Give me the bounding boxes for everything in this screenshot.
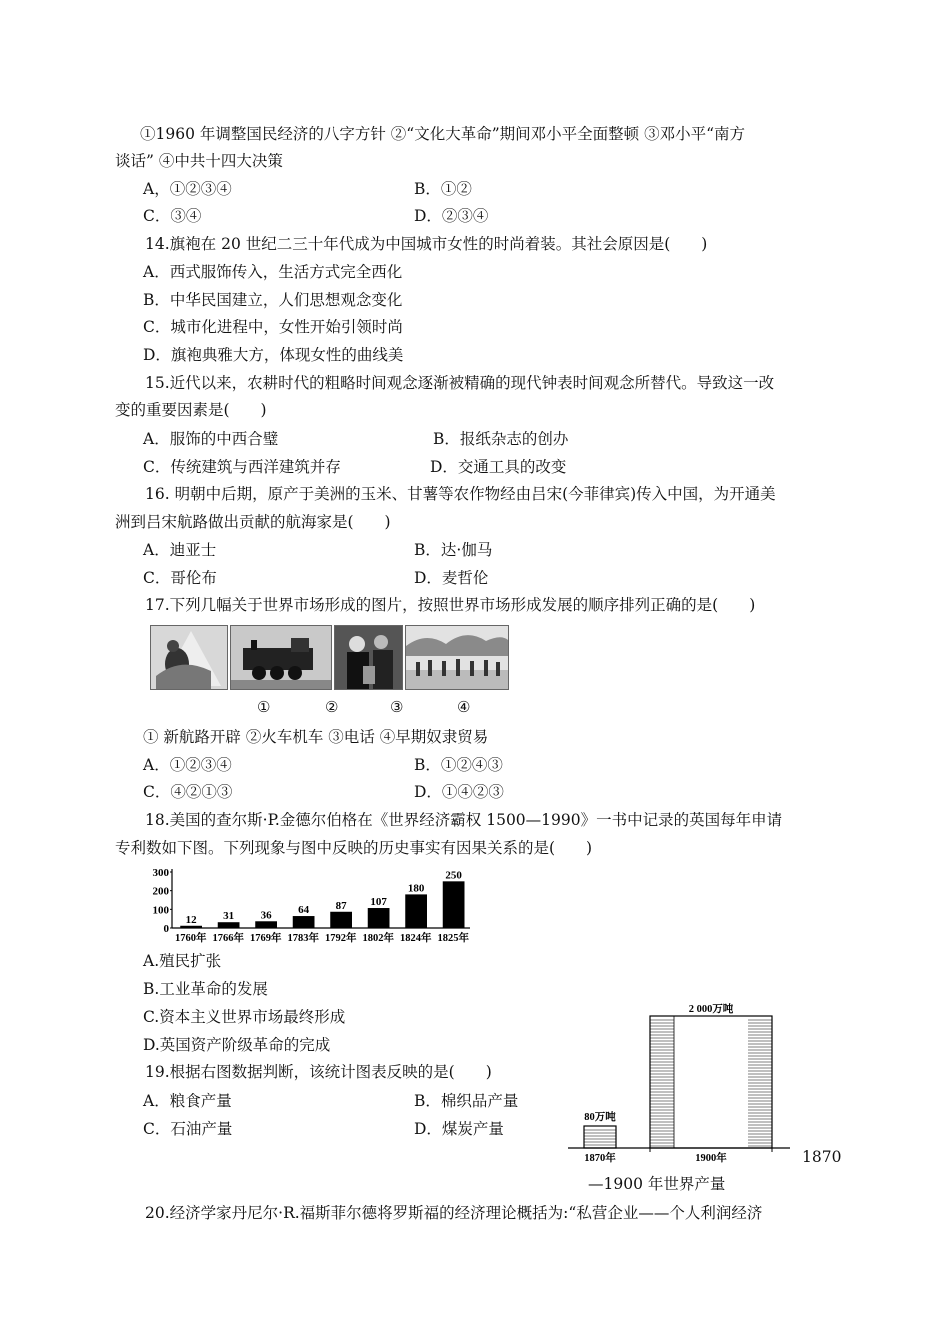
slave-trade-picture (405, 625, 509, 690)
bar (255, 921, 277, 928)
q19-option-c: C．石油产量 (143, 1120, 233, 1138)
x-tick-label: 1824年 (400, 933, 432, 944)
q16-option-b: B．达·伽马 (414, 541, 493, 559)
picture-number-3: ③ (390, 698, 404, 716)
q18-stem-line2: 专利数如下图。下列现象与图中反映的历史事实有因果关系的是( ) (115, 839, 593, 857)
q15-option-d: D．交通工具的改变 (430, 458, 567, 476)
q15-option-b: B．报纸杂志的创办 (433, 430, 569, 448)
q18-option-d: D.英国资产阶级革命的完成 (143, 1036, 331, 1054)
q14-stem: 14.旗袍在 20 世纪二三十年代成为中国城市女性的时尚着装。其社会原因是( ) (145, 235, 708, 253)
q13-stem-line1: ①1960 年调整国民经济的八字方针 ②“文化大革命”期间邓小平全面整顿 ③邓小平“南方 (140, 125, 746, 143)
bar (293, 916, 315, 928)
q17-option-a: A．①②③④ (143, 756, 232, 774)
q13-option-b: B．①② (414, 180, 472, 198)
q15-stem-line2: 变的重要因素是( ) (115, 401, 267, 419)
x-tick-label: 1802年 (362, 933, 394, 944)
q16-stem-line2: 洲到吕宋航路做出贡献的航海家是( ) (115, 513, 391, 531)
q14-option-d: D．旗袍典雅大方，体现女性的曲线美 (143, 346, 404, 364)
bar-value-label: 80万吨 (584, 1112, 616, 1123)
x-tick-label: 1760年 (175, 933, 207, 944)
q17-option-c: C．④②①③ (143, 783, 233, 801)
bar-value-label: 250 (445, 869, 462, 882)
q14-option-a: A．西式服饰传入，生活方式完全西化 (143, 263, 403, 281)
q14-option-c: C．城市化进程中，女性开始引领时尚 (143, 318, 403, 336)
world-output-chart (560, 1000, 800, 1170)
y-tick-label: 300 (152, 867, 169, 879)
telephone-picture (334, 625, 403, 690)
q13-stem-line2: 谈话” ④中共十四大决策 (115, 152, 283, 170)
bar-value-label: 36 (260, 909, 272, 922)
q19-option-d: D．煤炭产量 (414, 1120, 504, 1138)
bar-value-label: 2 000万吨 (688, 1004, 734, 1015)
bar (405, 894, 427, 928)
q18-option-b: B.工业革命的发展 (143, 980, 268, 998)
locomotive-picture (230, 625, 332, 690)
q16-stem-line1: 16. 明朝中后期，原产于美洲的玉米、甘薯等农作物经由吕宋(今菲律宾)传入中国，为开通美 (145, 485, 776, 503)
q18-option-a: A.殖民扩张 (143, 952, 222, 970)
q19-caption-line1: 1870 (802, 1148, 842, 1166)
bar (330, 912, 352, 928)
x-tick-label: 1769年 (250, 933, 282, 944)
q13-option-c: C．③④ (143, 207, 202, 225)
q15-option-c: C．传统建筑与西洋建筑并存 (143, 458, 341, 476)
q13-option-a: A，①②③④ (143, 180, 232, 198)
bar-value-label: 87 (335, 899, 347, 912)
bar (368, 908, 390, 928)
x-tick-label: 1900年 (695, 1153, 727, 1164)
x-tick-label: 1783年 (287, 933, 319, 944)
bar (443, 881, 465, 928)
y-tick-label: 100 (152, 904, 169, 917)
bar-value-label: 31 (223, 910, 235, 923)
picture-number-2: ② (325, 698, 339, 716)
q16-option-a: A．迪亚士 (143, 541, 217, 559)
q17-legend: ① 新航路开辟 ②火车机车 ③电话 ④早期奴隶贸易 (143, 728, 489, 746)
x-tick-label: 1766年 (212, 933, 244, 944)
y-tick-label: 0 (163, 923, 169, 935)
q20-stem: 20.经济学家丹尼尔·R.福斯菲尔德将罗斯福的经济理论概括为:“私营企业——个人利润经济 (145, 1204, 763, 1222)
q17-stem: 17.下列几幅关于世界市场形成的图片，按照世界市场形成发展的顺序排列正确的是( ) (145, 596, 756, 614)
bar-value-label: 107 (370, 896, 387, 909)
q17-option-b: B．①②④③ (414, 756, 503, 774)
bar-value-label: 64 (298, 904, 310, 917)
q17-option-d: D．①④②③ (414, 783, 504, 801)
q15-option-a: A．服饰的中西合璧 (143, 430, 279, 448)
q16-option-d: D．麦哲伦 (414, 569, 489, 587)
bar (180, 926, 202, 928)
q19-option-a: A．粮食产量 (143, 1092, 232, 1110)
q19-caption-line2: —1900 年世界产量 (588, 1175, 726, 1193)
q19-option-b: B．棉织品产量 (414, 1092, 519, 1110)
y-tick-label: 200 (152, 885, 169, 898)
bar (584, 1126, 616, 1148)
patent-bar-chart (140, 862, 480, 946)
q18-stem-line1: 18.美国的查尔斯·P.金德尔伯格在《世界经济霸权 1500—1990》一书中记录的英国每年申请 (145, 811, 783, 829)
bar-value-label: 12 (185, 913, 197, 926)
q15-stem-line1: 15.近代以来，农耕时代的粗略时间观念逐渐被精确的现代钟表时间观念所替代。导致这一改 (145, 374, 775, 392)
q16-option-c: C．哥伦布 (143, 569, 217, 587)
picture-number-4: ④ (457, 698, 471, 716)
bar (218, 922, 240, 928)
q19-stem: 19.根据右图数据判断，该统计图表反映的是( ) (145, 1063, 492, 1081)
q13-option-d: D．②③④ (414, 207, 489, 225)
new-sea-route-picture (150, 625, 228, 690)
picture-number-1: ① (257, 698, 271, 716)
q14-option-b: B．中华民国建立，人们思想观念变化 (143, 291, 403, 309)
x-tick-label: 1792年 (325, 933, 357, 944)
bar-value-label: 180 (407, 882, 425, 895)
q18-option-c: C.资本主义世界市场最终形成 (143, 1008, 346, 1026)
x-tick-label: 1825年 (437, 933, 469, 944)
x-tick-label: 1870年 (584, 1153, 616, 1164)
